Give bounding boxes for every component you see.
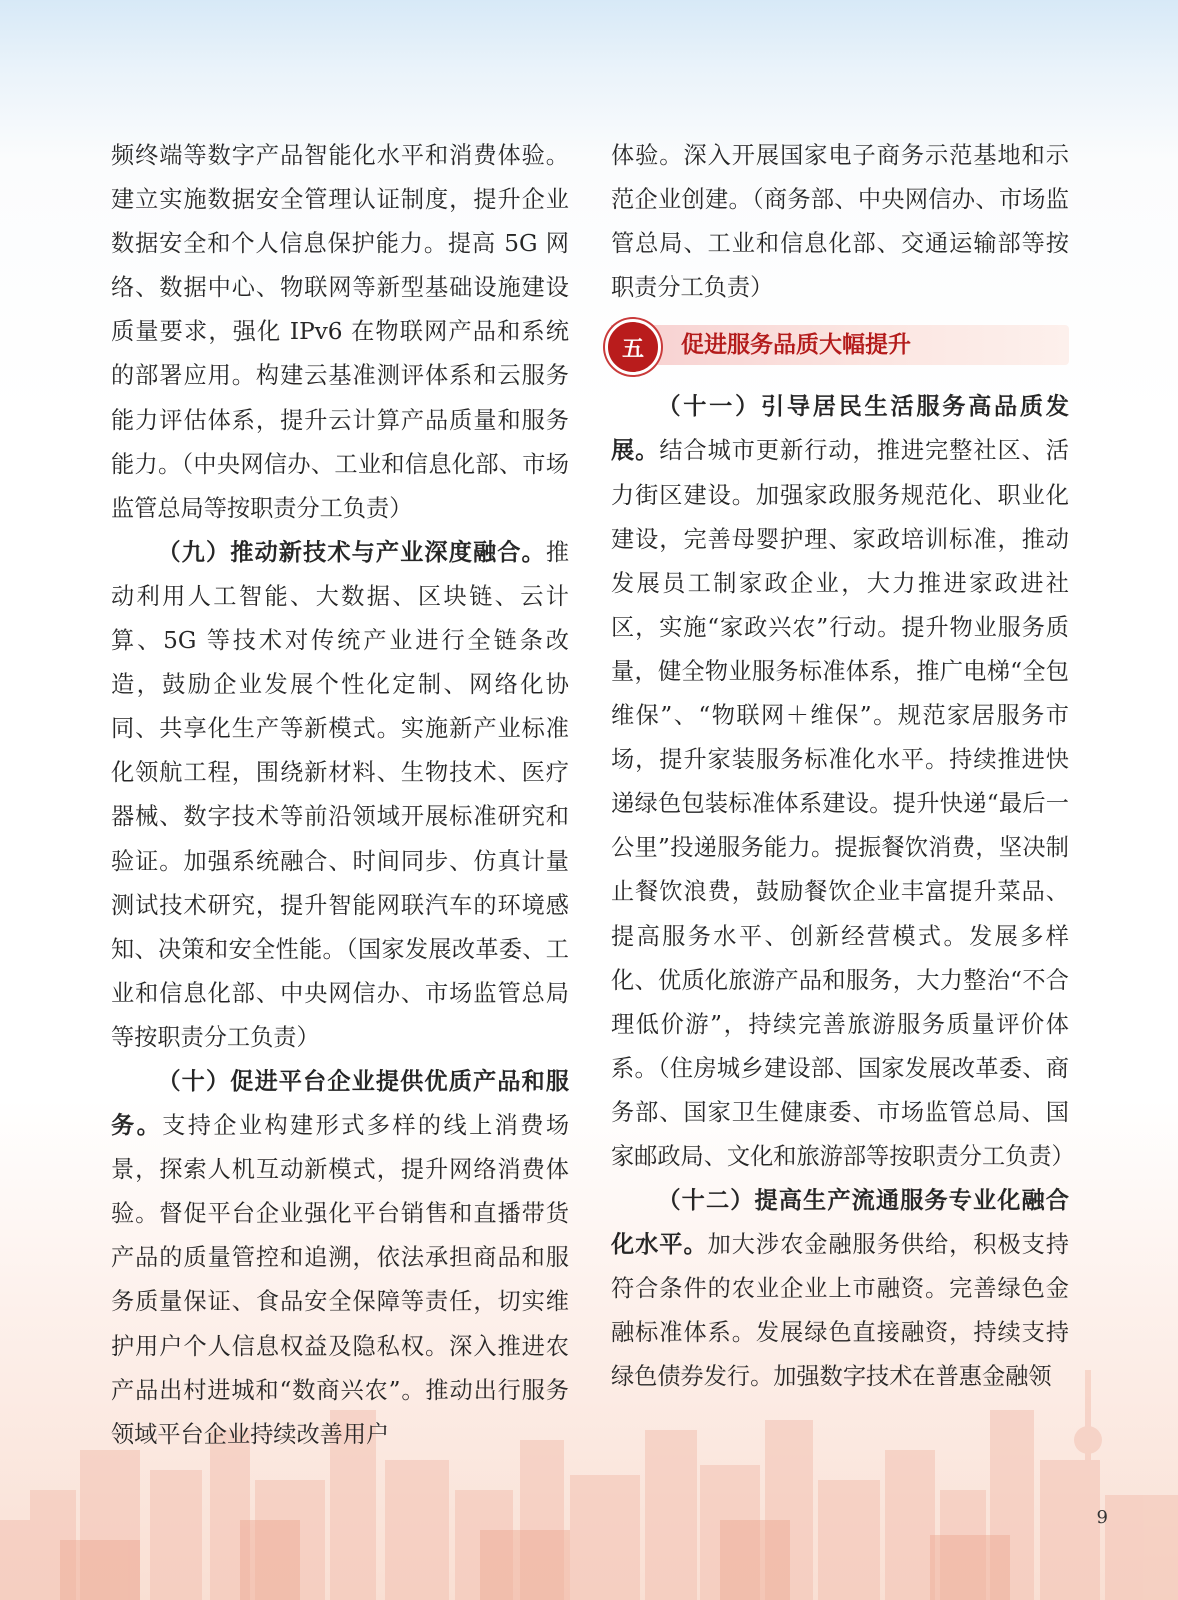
item-12-body: 加大涉农金融服务供给，积极支持符合条件的农业企业上市融资。完善绿色金融标准体系。发展绿色直接融资，持续支持绿色债券发行。加强数字技术在普惠金融领 bbox=[611, 1231, 1069, 1391]
item-9-body: 推动利用人工智能、大数据、区块链、云计算、5G 等技术对传统产业进行全链条改造，鼓励企业发展个性化定制、网络化协同、共享化生产等新模式。实施新产业标准化领航工程，围绕新材料、生物技术、医疗器械、数字技术等前沿领域开展标准研究和验证。加强系统融合、时间同步、仿真计量测试技术研究，提升智能网联汽车的环境感知、决策和安全性能。（国家发展改革委、工业和信息化部、中央网信办、市场监管总局等按职责分工负责） bbox=[111, 538, 569, 1051]
section-number-badge: 五 bbox=[605, 319, 661, 375]
right-column bbox=[611, 134, 1075, 1400]
paragraph-item-11 bbox=[611, 385, 1075, 1179]
item-10-body: 支持企业构建形式多样的线上消费场景，探索人机互动新模式，提升网络消费体验。督促平台企业强化平台销售和直播带货产品的质量管控和追溯，依法承担商品和服务质量保证、食品安全保障等责任，切实维护用户个人信息权益及隐私权。深入推进农产品出村进城和“数商兴农”。推动出行服务领域平台企业持续改善用户 bbox=[111, 1112, 570, 1448]
paragraph-item-9 bbox=[111, 531, 569, 1060]
paragraph-continuation-right: 体验。深入开展国家电子商务示范基地和示范企业创建。（商务部、中央网信办、市场监管总局、工业和信息化部、交通运输部等按职责分工负责） bbox=[611, 142, 1069, 302]
item-10-heading: （十）促进平台企业提供优质产品和服务。 bbox=[111, 1067, 569, 1140]
paragraph-item-12 bbox=[611, 1179, 1069, 1399]
paragraph-continuation: 频终端等数字产品智能化水平和消费体验。建立实施数据安全管理认证制度，提升企业数据安全和个人信息保护能力。提高 5G 网络、数据中心、物联网等新型基础设施建设质量要求，强化 IPv6 在物联网产品和系统的部署应用。构建云基准测评体系和云服务能力评估体系，提升云计算产品质量和服务能力。（中央网信办、工业和信息化部、市场监管总局等按职责分工负责） bbox=[111, 142, 569, 522]
section-title: 促进服务品质大幅提升 bbox=[681, 332, 911, 359]
paragraph-item-10 bbox=[111, 1060, 569, 1457]
page-number: 9 bbox=[1096, 1507, 1108, 1528]
left-column bbox=[111, 134, 569, 1457]
item-11-heading: （十一）引导居民生活服务高品质发展。 bbox=[611, 393, 1069, 465]
section-heading-band bbox=[611, 325, 1069, 365]
item-12-heading: （十二）提高生产流通服务专业化融合化水平。 bbox=[611, 1187, 1069, 1259]
item-9-heading: （九）推动新技术与产业深度融合。 bbox=[157, 538, 546, 566]
item-11-body: 结合城市更新行动，推进完整社区、活力街区建设。加强家政服务规范化、职业化建设，完善母婴护理、家政培训标准，推动发展员工制家政企业，大力推进家政进社区，实施“家政兴农”行动。提升物业服务质量，健全物业服务标准体系，推广电梯“全包维保”、“物联网＋维保”。规范家居服务市场，提升家装服务标准化水平。持续推进快递绿色包装标准体系建设。提升快递“最后一公里”投递服务能力。提振餐饮消费，坚决制止餐饮浪费，鼓励餐饮企业丰富提升菜品、提高服务水平、创新经营模式。发展多样化、优质化旅游产品和服务，大力整治“不合理低价游”，持续完善旅游服务质量评价体系。（住房城乡建设部、国家发展改革委、商务部、国家卫生健康委、市场监管总局、国家邮政局、文化和旅游部等按职责分工负责） bbox=[611, 437, 1075, 1170]
